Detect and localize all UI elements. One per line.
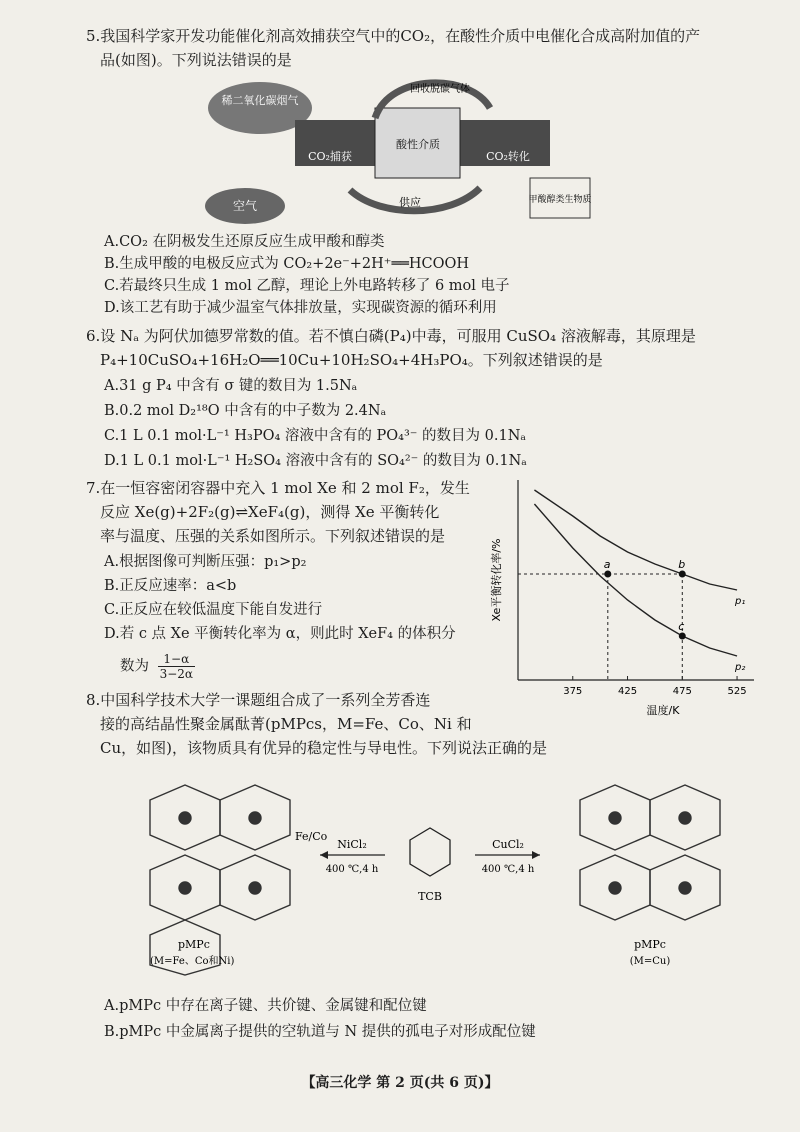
q6-title-line2: P₄+10CuSO₄+16H₂O══10Cu+10H₂SO₄+4H₃PO₄。下列叙述错误的是 — [100, 351, 603, 369]
q7-title-line3: 率与温度、压强的关系如图所示。下列叙述错误的是 — [100, 527, 446, 545]
q7-option-a: A.根据图像可判断压强：p₁>p₂ — [104, 554, 307, 570]
air-label: 空气 — [232, 199, 258, 213]
q7-title-line2: 反应 Xe(g)+2F₂(g)⇌XeF₄(g)，测得 Xe 平衡转化 — [100, 503, 440, 521]
q8-title-line1: 8.中国科学技术大学一课题组合成了一系列全芳香连 — [86, 691, 431, 709]
series-line-0 — [534, 490, 737, 590]
point-c — [679, 633, 686, 640]
right-cond-label: 400 ℃,4 h — [481, 864, 535, 875]
q7-option-d-prefix: 数为 — [120, 658, 149, 675]
pmpc-structure-figure — [90, 760, 750, 980]
q7-option-d-fraction — [158, 652, 195, 681]
supply-label: 供应 — [399, 196, 421, 209]
right-polymer-label: pMPc — [634, 938, 666, 951]
series-line-1 — [534, 504, 737, 656]
q8-title-line2: 接的高结晶性聚金属酞菁(pMPcs，M=Fe、Co、Ni 和 — [100, 715, 472, 733]
q8-title-line3: Cu，如图)，该物质具有优异的稳定性与导电性。下列说法正确的是 — [100, 739, 547, 757]
left-metal-label: Fe/Co — [295, 830, 328, 843]
q7-title-line1: 7.在一恒容密闭容器中充入 1 mol Xe 和 2 mol F₂，发生 — [86, 479, 470, 497]
q8-option-a: A.pMPc 中存在离子键、共价键、金属键和配位键 — [104, 998, 427, 1014]
xe-conversion-chart — [488, 470, 758, 720]
q6-option-d: D.1 L 0.1 mol·L⁻¹ H₂SO₄ 溶液中含有的 SO₄²⁻ 的数目为 0.1Nₐ — [104, 453, 527, 469]
medium-label: 酸性介质 — [396, 138, 440, 151]
q5-option-c: C.若最终只生成 1 mol 乙醇，理论上外电路转移了 6 mol 电子 — [104, 278, 510, 294]
fraction-denominator: 3−2α — [159, 667, 194, 681]
left-polymer-label: pMPc — [178, 938, 210, 951]
right-polymer-structure — [580, 785, 720, 920]
fraction-numerator: 1−α — [158, 652, 195, 667]
point-label-b: b — [678, 558, 686, 571]
x-tick-label-1: 425 — [617, 686, 638, 697]
q6-title-line1: 6.设 Nₐ 为阿伏加德罗常数的值。若不慎白磷(P₄)中毒，可服用 CuSO₄ 溶液解毒，其原理是 — [86, 327, 696, 345]
y-axis-label: Xe平衡转化率/% — [490, 538, 503, 622]
point-label-c: c — [678, 620, 685, 633]
q7-option-d-cont — [120, 652, 195, 681]
q5-option-b: B.生成甲酸的电极反应式为 CO₂+2e⁻+2H⁺══HCOOH — [104, 256, 470, 272]
q8-option-b: B.pMPc 中金属离子提供的空轨道与 N 提供的孤电子对形成配位键 — [104, 1024, 536, 1040]
q7-option-d: D.若 c 点 Xe 平衡转化率为 α，则此时 XeF₄ 的体积分 — [104, 626, 456, 642]
point-a — [604, 571, 611, 578]
x-tick-label-3: 525 — [727, 686, 747, 697]
q5-title-line1: 5.我国科学家开发功能催化剂高效捕获空气中的CO₂，在酸性介质中电催化合成高附加值的产 — [86, 27, 701, 45]
q5-option-a: A.CO₂ 在阴极发生还原反应生成甲酸和醇类 — [104, 234, 385, 250]
recycle-label: 回收脱碳气体 — [410, 84, 470, 95]
left-cond-label: 400 ℃,4 h — [325, 864, 379, 875]
q5-title-line2: 品(如图)。下列说法错误的是 — [100, 51, 292, 69]
q6-option-c: C.1 L 0.1 mol·L⁻¹ H₃PO₄ 溶液中含有的 PO₄³⁻ 的数目为 0.1Nₐ — [104, 428, 526, 444]
point-b — [679, 571, 686, 578]
x-tick-label-0: 375 — [563, 686, 583, 697]
capture-label: CO₂捕获 — [308, 150, 352, 163]
tcb-label: TCB — [418, 890, 442, 903]
series-label-1: p₂ — [735, 662, 746, 673]
product-label: 甲酸醇类生物质 — [528, 195, 592, 205]
left-reagent-label: NiCl₂ — [337, 838, 367, 851]
q6-option-b: B.0.2 mol D₂¹⁸O 中含有的中子数为 2.4Nₐ — [104, 403, 387, 419]
convert-label: CO₂转化 — [486, 150, 530, 163]
left-polymer-sub: (M=Fe、Co和Ni) — [150, 956, 235, 967]
q7-option-c: C.正反应在较低温度下能自发进行 — [104, 602, 323, 618]
q5-option-d: D.该工艺有助于减少温室气体排放量，实现碳资源的循环利用 — [104, 300, 497, 316]
right-reagent-label: CuCl₂ — [492, 838, 524, 851]
tcb-molecule — [410, 828, 450, 876]
series-label-0: p₁ — [735, 596, 746, 607]
right-polymer-sub: (M=Cu) — [629, 956, 671, 967]
q7-option-b: B.正反应速率：a<b — [104, 578, 237, 594]
x-tick-label-2: 475 — [672, 686, 692, 697]
point-label-a: a — [603, 558, 611, 571]
co2-cycle-figure — [200, 78, 600, 228]
left-polymer-structure — [150, 785, 290, 975]
q6-option-a: A.31 g P₄ 中含有 σ 键的数目为 1.5Nₐ — [104, 378, 358, 394]
cloud-top-label: 稀二氧化碳烟气 — [221, 94, 299, 107]
x-axis-label: 温度/K — [646, 704, 680, 717]
page-footer: 【高三化学 第 2 页(共 6 页)】 — [301, 1075, 499, 1091]
